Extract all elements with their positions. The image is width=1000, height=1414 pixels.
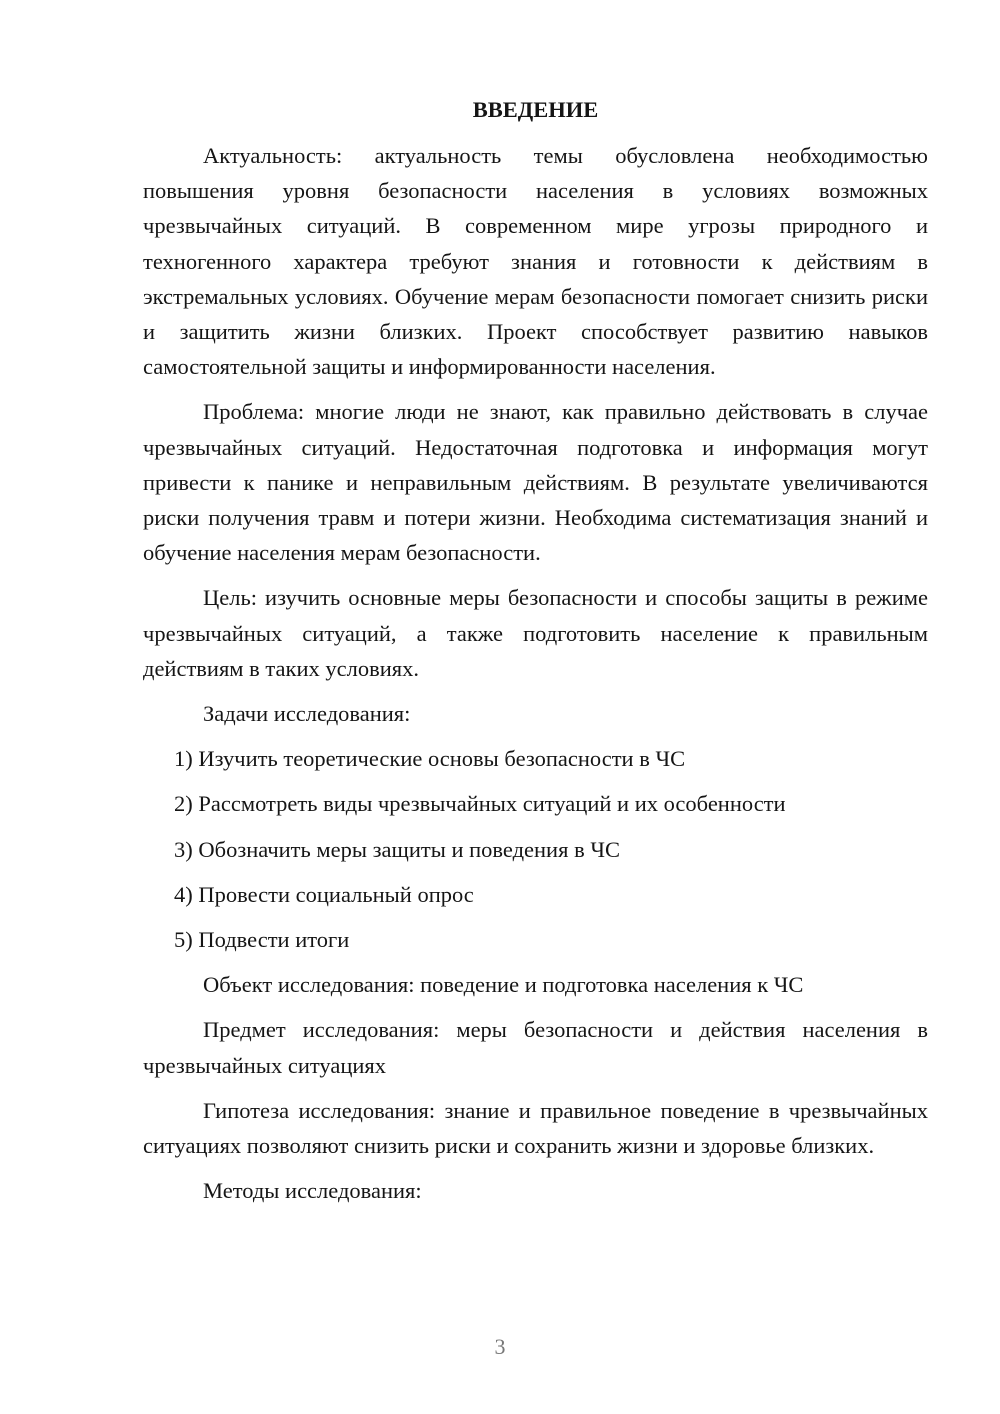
tasks-heading: Задачи исследования: [203, 701, 411, 727]
research-object: Объект исследования: поведение и подготовка населения к ЧС [203, 972, 804, 998]
page-number: 3 [494, 1334, 506, 1359]
task-item-4: 4) Провести социальный опрос [174, 881, 474, 907]
research-hypothesis: Гипотеза исследования: знание и правильное поведение в чрезвычайных ситуациях позволяют снизить риски и сохранить жизни и здоровье близких. [143, 1097, 928, 1159]
task-item-5: 5) Подвести итоги [174, 927, 350, 953]
section-title: ВВЕДЕНИЕ [472, 97, 599, 122]
task-item-3: 3) Обозначить меры защиты и поведения в ЧС [174, 836, 620, 862]
task-item-2: 2) Рассмотреть виды чрезвычайных ситуаций и их особенности [174, 791, 786, 817]
methods-heading: Методы исследования: [203, 1178, 422, 1204]
problem-paragraph: Проблема: многие люди не знают, как правильно действовать в случае чрезвычайных ситуаций. Недостаточная подготовка и информация могут привести к панике и неправильным действиям. В результате увеличиваются риски получения травм и потери жизни. Необходима систематизация знаний и обучение населения мерам безопасности. [143, 399, 928, 566]
page-content [143, 92, 928, 1218]
task-item-1: 1) Изучить теоретические основы безопасности в ЧС [174, 746, 686, 772]
research-subject: Предмет исследования: меры безопасности и действия населения в чрезвычайных ситуациях [143, 1017, 928, 1078]
goal-paragraph: Цель: изучить основные меры безопасности и способы защиты в режиме чрезвычайных ситуаций, а также подготовить население к правильным действиям в таких условиях. [143, 585, 928, 681]
relevance-paragraph: Актуальность: актуальность темы обусловлена необходимостью повышения уровня безопасности населения в условиях возможных чрезвычайных ситуаций. В современном мире угрозы природного и техногенного характера требуют знания и готовности к действиям в экстремальных условиях. Обучение мерам безопасности помогает снизить риски и защитить жизни близких. Проект способствует развитию навыков самостоятельной защиты и информированности населения. [143, 143, 928, 380]
